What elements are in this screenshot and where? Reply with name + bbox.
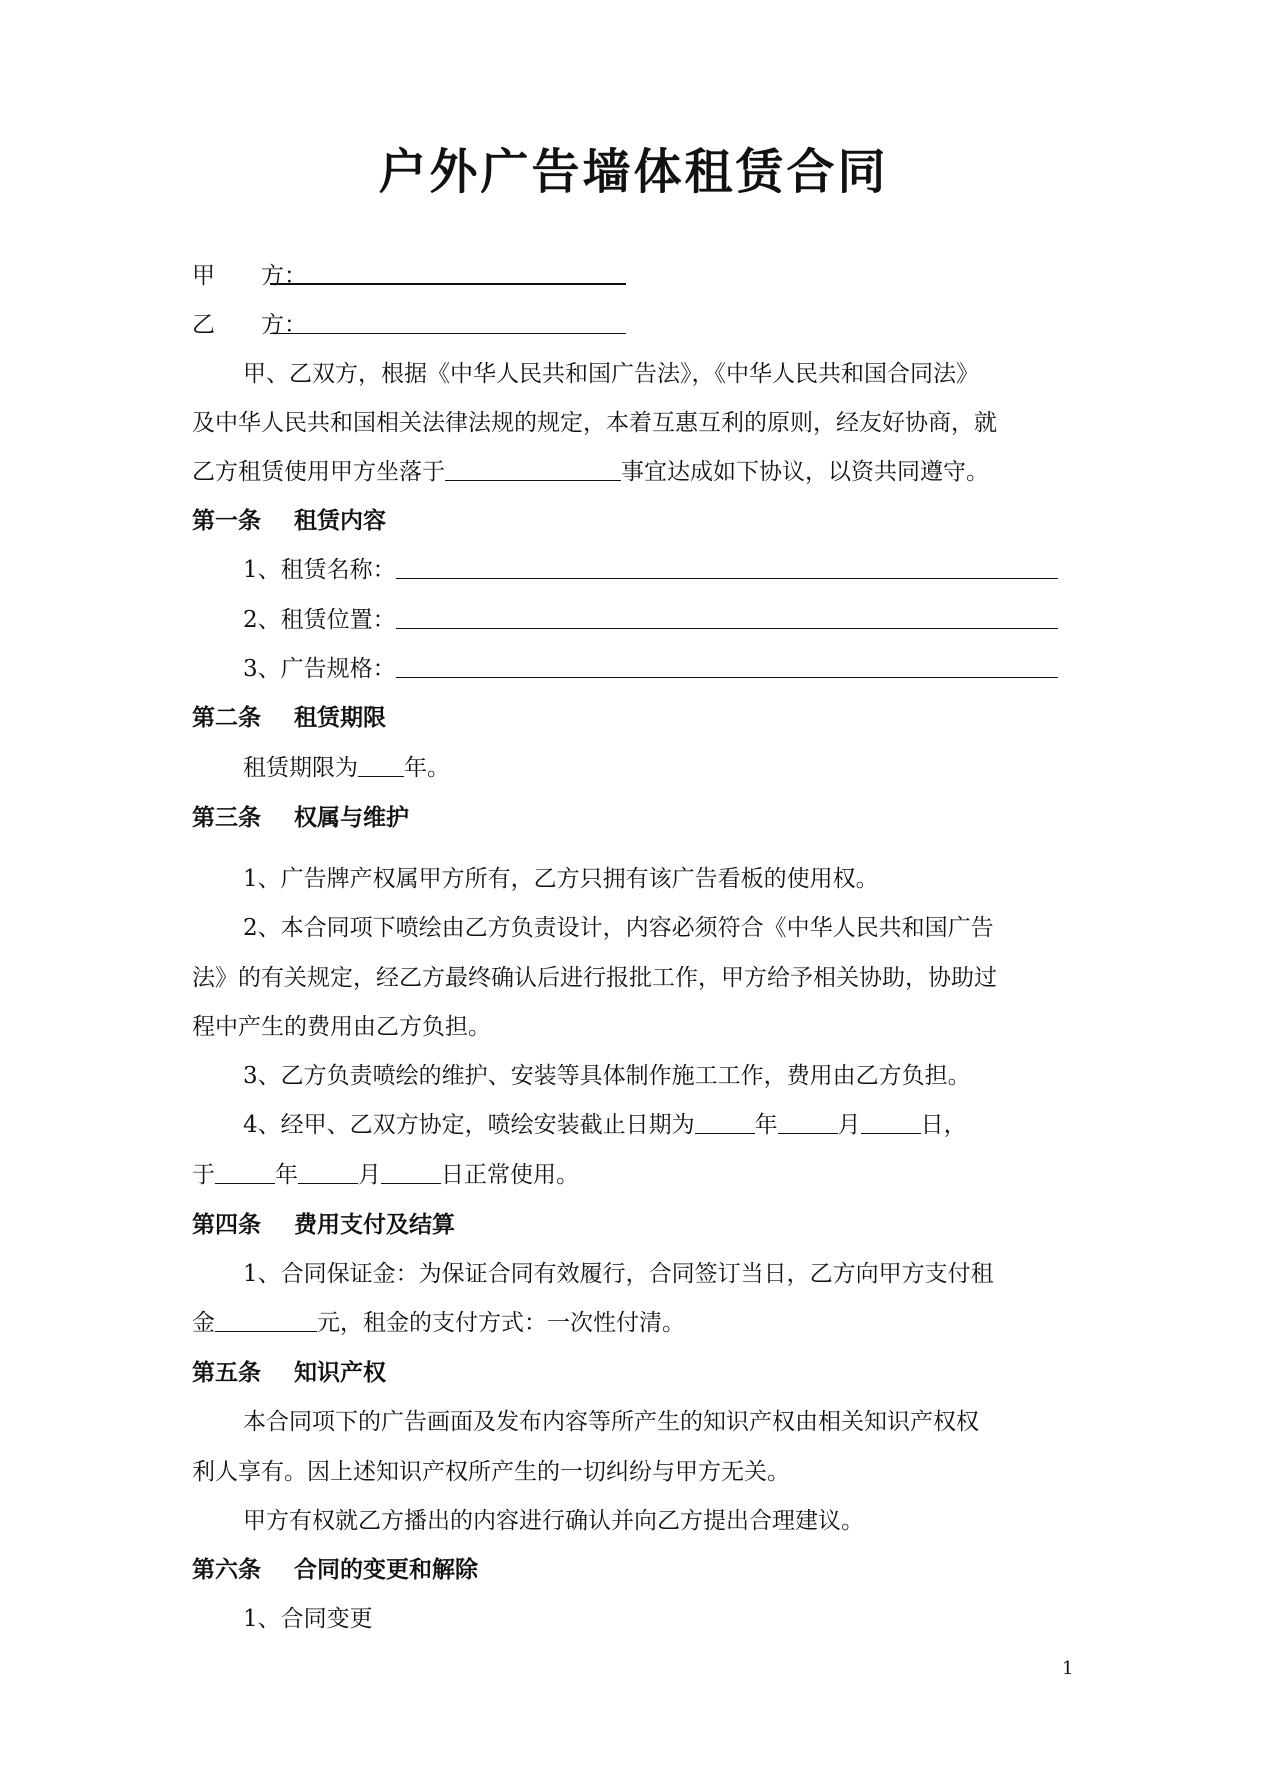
party-a-blank[interactable] <box>270 259 626 285</box>
rent-location-blank[interactable] <box>396 604 1058 629</box>
day-label: 日， <box>920 1112 967 1138</box>
preamble-line-3 <box>192 455 1072 489</box>
article-2-number: 第二条 <box>192 705 261 731</box>
month-label: 月 <box>837 1112 861 1138</box>
term-years-blank[interactable] <box>358 752 404 777</box>
art4-item-1-line-2 <box>192 1306 1072 1340</box>
year-label: 年 <box>754 1112 778 1138</box>
rent-prefix: 金 <box>192 1310 215 1336</box>
document-title: 户外广告墙体租赁合同 <box>378 144 889 200</box>
party-a-label: 甲 方： <box>192 263 307 289</box>
article-6-title: 合同的变更和解除 <box>294 1557 478 1583</box>
term-text-before: 租赁期限为 <box>243 755 358 781</box>
article-5-number: 第五条 <box>192 1360 261 1386</box>
art4-item-1-line-1: 1、合同保证金：为保证合同有效履行，合同签订当日，乙方向甲方支付租 <box>243 1261 994 1287</box>
preamble-line-3-before: 乙方租赁使用甲方坐落于 <box>192 459 445 485</box>
deadline-year-blank[interactable] <box>695 1109 755 1134</box>
ad-spec-row <box>243 652 1073 686</box>
preamble-line-2: 及中华人民共和国相关法律法规的规定，本着互惠互利的原则，经友好协商，就 <box>192 410 997 436</box>
art3-item-1: 1、广告牌产权属甲方所有，乙方只拥有该广告看板的使用权。 <box>243 866 879 892</box>
article-4-title: 费用支付及结算 <box>294 1212 455 1238</box>
article-6-number: 第六条 <box>192 1557 261 1583</box>
art3-item-4-line-1 <box>243 1108 1073 1142</box>
article-5-heading <box>192 1356 1072 1390</box>
rent-name-label: 1、租赁名称： <box>243 557 396 583</box>
use-day-blank[interactable] <box>381 1159 441 1184</box>
preamble-line-3-after: 事宜达成如下协议，以资共同遵守。 <box>621 459 989 485</box>
art5-para-1-line-1: 本合同项下的广告画面及发布内容等所产生的知识产权由相关知识产权权 <box>243 1409 979 1435</box>
preamble-line-1: 甲、乙双方，根据《中华人民共和国广告法》，《中华人民共和国合同法》 <box>243 361 979 387</box>
party-b-row <box>192 308 1072 342</box>
article-1-heading <box>192 504 1072 538</box>
party-b-label: 乙 方： <box>192 312 307 338</box>
article-3-heading <box>192 801 1072 835</box>
article-1-number: 第一条 <box>192 508 261 534</box>
art5-para-1-line-2: 利人享有。因上述知识产权所产生的一切纠纷与甲方无关。 <box>192 1459 790 1485</box>
use-month-blank[interactable] <box>298 1159 358 1184</box>
term-text-after: 年。 <box>404 755 450 781</box>
use-year-blank[interactable] <box>215 1159 275 1184</box>
rent-location-row <box>243 603 1073 637</box>
article-1-title: 租赁内容 <box>294 508 386 534</box>
install-deadline-text: 4、经甲、乙双方协定，喷绘安装截止日期为 <box>243 1112 695 1138</box>
art3-item-4-line-2 <box>192 1158 1072 1192</box>
location-blank[interactable] <box>445 456 621 481</box>
rent-suffix: 元，租金的支付方式：一次性付清。 <box>317 1310 685 1336</box>
deadline-day-blank[interactable] <box>861 1109 921 1134</box>
art3-item-2-line-1: 2、本合同项下喷绘由乙方负责设计，内容必须符合《中华人民共和国广告 <box>243 915 994 941</box>
rent-amount-blank[interactable] <box>215 1307 317 1332</box>
article-2-heading <box>192 701 1072 735</box>
art3-item-3: 3、乙方负责喷绘的维护、安装等具体制作施工工作，费用由乙方负担。 <box>243 1063 971 1089</box>
month-label: 月 <box>358 1162 381 1188</box>
article-4-heading <box>192 1208 1072 1242</box>
art3-item-2-line-3: 程中产生的费用由乙方负担。 <box>192 1014 491 1040</box>
party-b-blank[interactable] <box>270 309 626 334</box>
art5-para-2: 甲方有权就乙方播出的内容进行确认并向乙方提出合理建议。 <box>243 1508 864 1534</box>
use-start-prefix: 于 <box>192 1162 215 1188</box>
deadline-month-blank[interactable] <box>778 1109 838 1134</box>
article-2-title: 租赁期限 <box>294 705 386 731</box>
page-number: 1 <box>1062 1658 1074 1679</box>
rent-location-label: 2、租赁位置： <box>243 607 396 633</box>
article-3-title: 权属与维护 <box>294 805 409 831</box>
article-3-number: 第三条 <box>192 805 261 831</box>
art3-item-2-line-2: 法》的有关规定，经乙方最终确认后进行报批工作，甲方给予相关协助，协助过 <box>192 965 997 991</box>
party-a-row <box>192 259 1072 293</box>
ad-spec-blank[interactable] <box>396 653 1058 678</box>
year-label: 年 <box>275 1162 298 1188</box>
use-start-suffix: 日正常使用。 <box>441 1162 579 1188</box>
rent-name-row <box>243 553 1073 587</box>
article-5-title: 知识产权 <box>294 1360 386 1386</box>
rent-name-blank[interactable] <box>396 554 1058 579</box>
article-4-number: 第四条 <box>192 1212 261 1238</box>
article-6-heading <box>192 1553 1072 1587</box>
ad-spec-label: 3、广告规格： <box>243 656 396 682</box>
term-row <box>243 751 1073 785</box>
art6-item-1: 1、合同变更 <box>243 1606 373 1632</box>
